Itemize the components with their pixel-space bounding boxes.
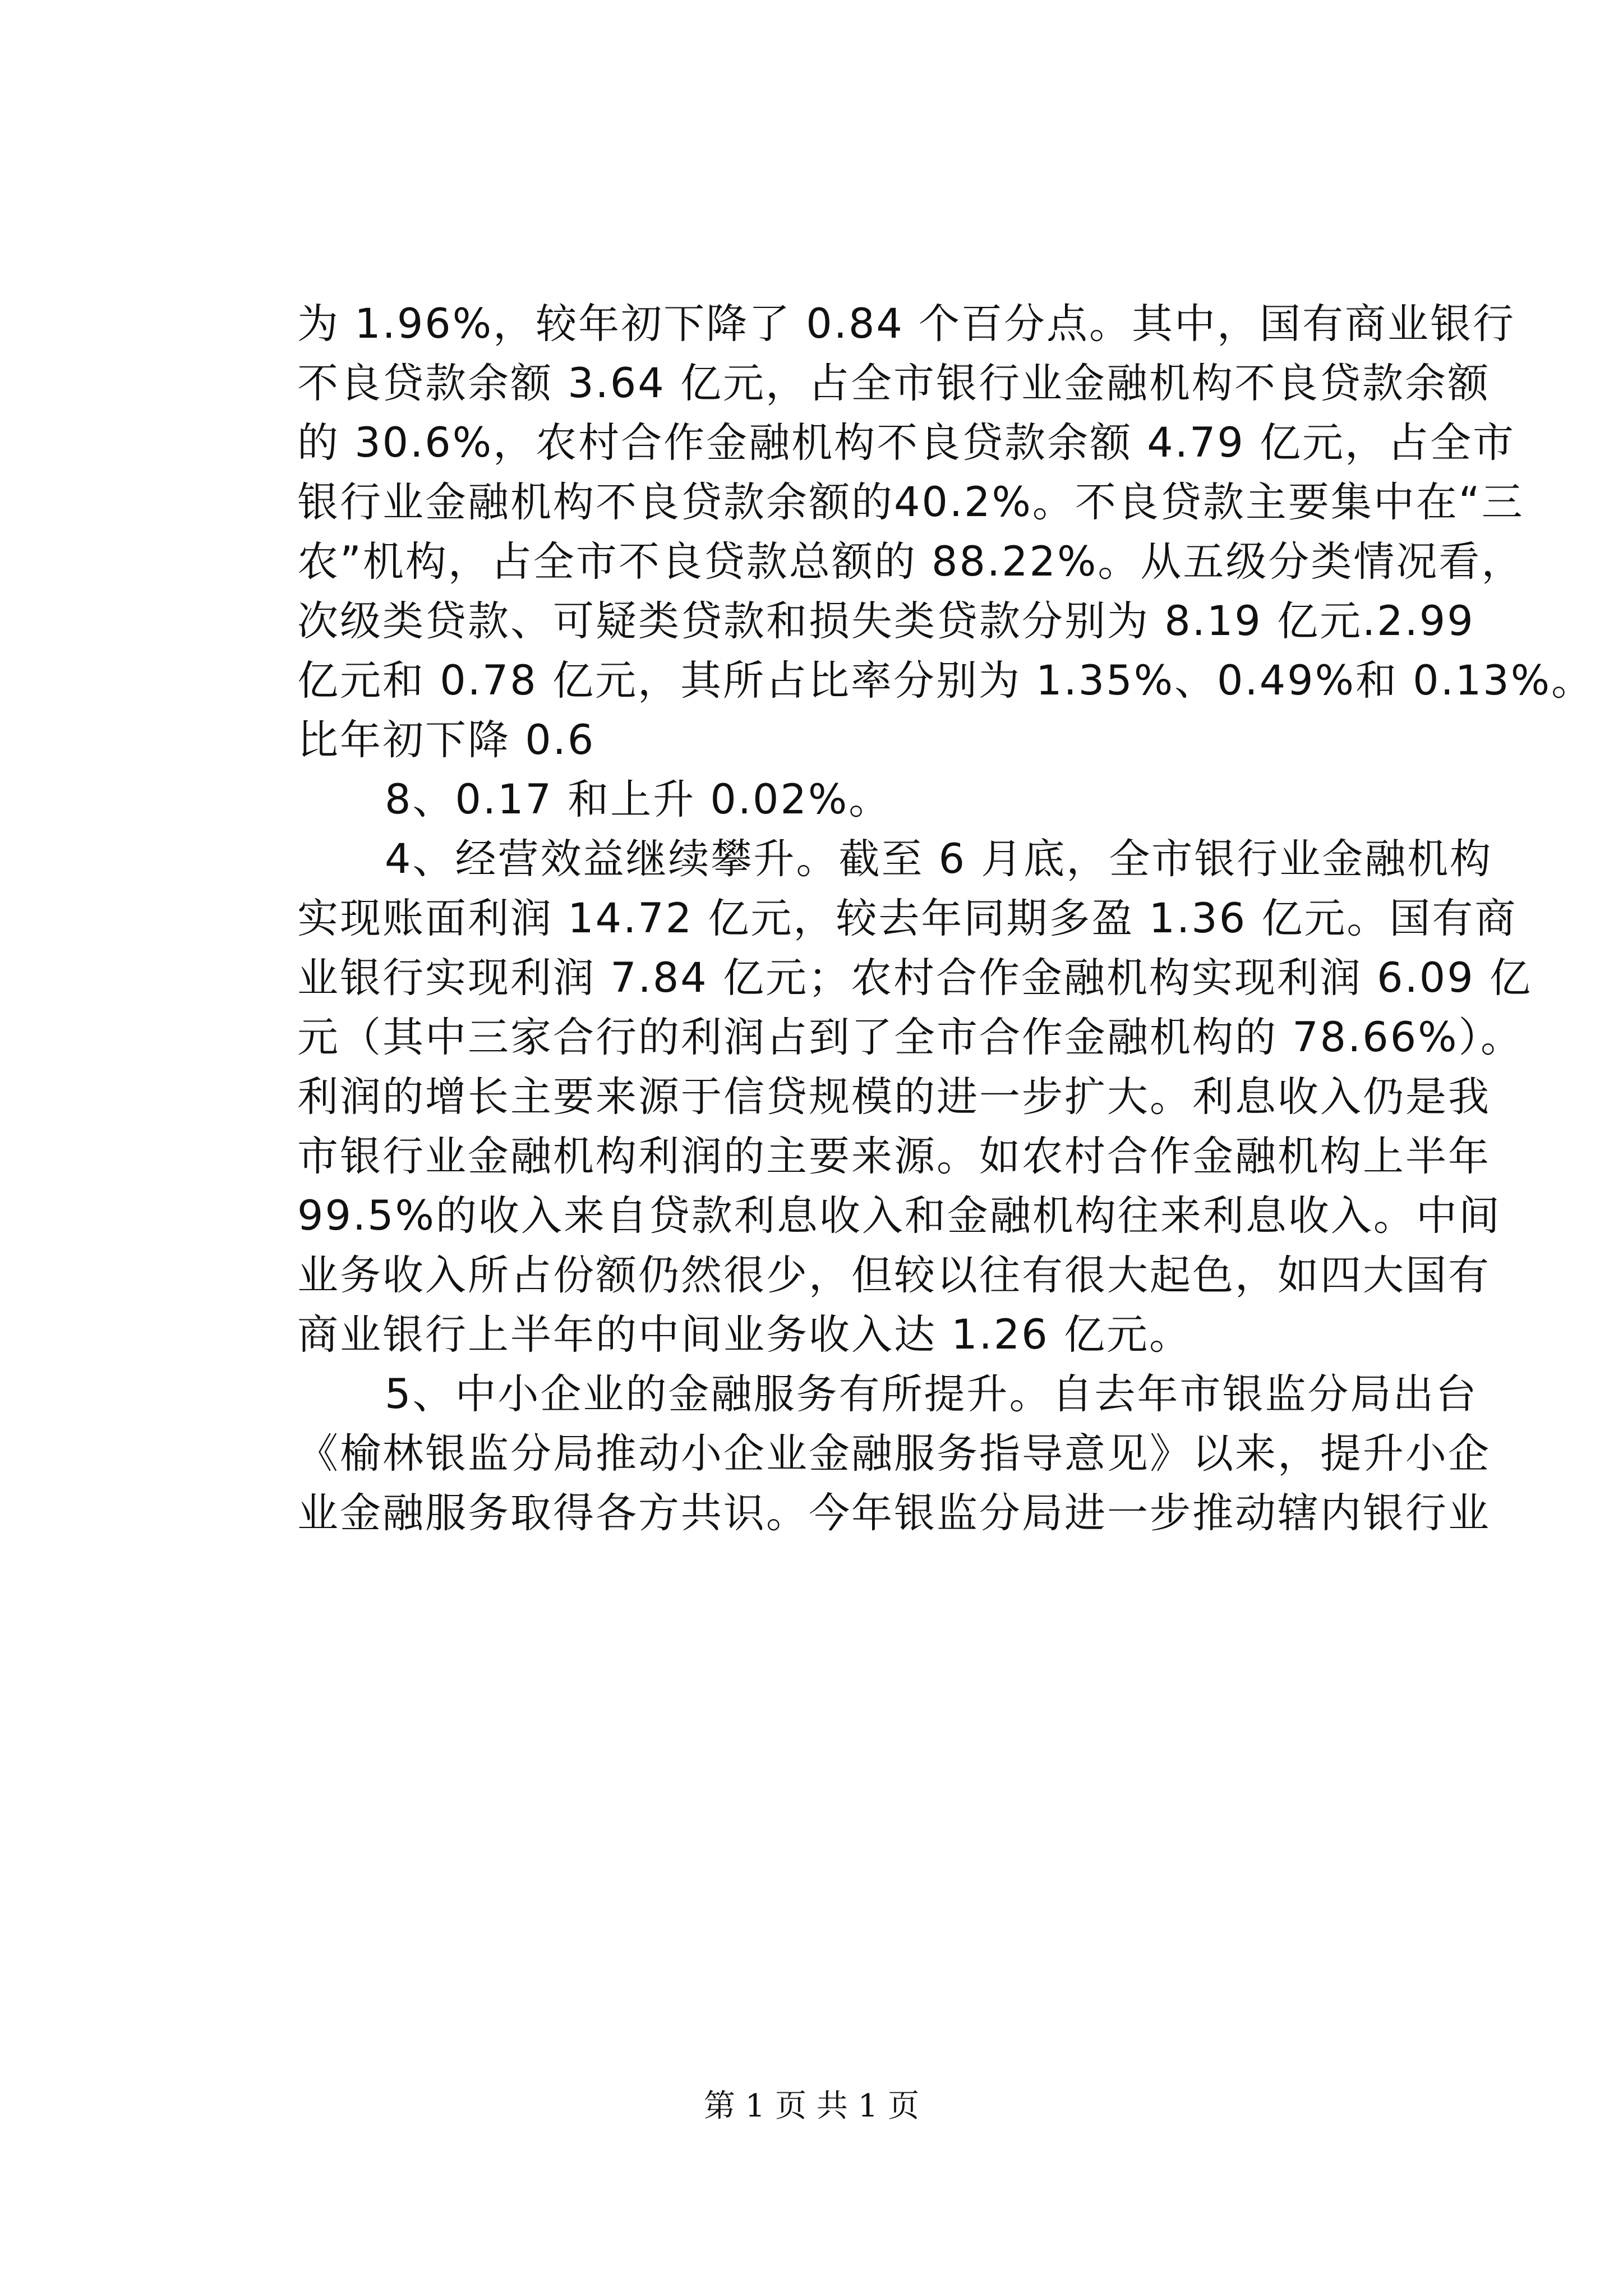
text-line: 次级类贷款、可疑类贷款和损失类贷款分别为 8.19 亿元.2.99 — [297, 597, 1475, 645]
text-line: 8、0.17 和上升 0.02%。 — [385, 776, 892, 823]
text-line: 业务收入所占份额仍然很少，但较以往有很大起色，如四大国有 — [297, 1251, 1491, 1299]
text-line: 业金融服务取得各方共识。今年银监分局进一步推动辖内银行业 — [297, 1489, 1491, 1537]
text-line: 不良贷款余额 3.64 亿元，占全市银行业金融机构不良贷款余额 — [297, 360, 1490, 407]
text-line: 利润的增长主要来源于信贷规模的进一步扩大。利息收入仍是我 — [297, 1073, 1491, 1121]
text-line: 银行业金融机构不良贷款余额的40.2%。不良贷款主要集中在“三 — [297, 478, 1524, 526]
text-line: 市银行业金融机构利润的主要来源。如农村合作金融机构上半年 — [297, 1133, 1491, 1180]
text-line: 业银行实现利润 7.84 亿元；农村合作金融机构实现利润 6.09 亿 — [297, 954, 1532, 1002]
text-line: 亿元和 0.78 亿元，其所占比率分别为 1.35%、0.49%和 0.13%。 — [297, 657, 1594, 705]
text-line: 比年初下降 0.6 — [297, 716, 596, 764]
text-line: 的 30.6%，农村合作金融机构不良贷款余额 4.79 亿元，占全市 — [297, 419, 1516, 467]
page-footer: 第 1 页 共 1 页 — [703, 2088, 920, 2124]
text-line: 商业银行上半年的中间业务收入达 1.26 亿元。 — [297, 1311, 1192, 1359]
text-line: 《榆林银监分局推动小企业金融服务指导意见》以来，提升小企 — [297, 1430, 1491, 1478]
document-body — [297, 295, 1594, 1543]
text-line: 元（其中三家合行的利润占到了全市合作金融机构的 78.66%）。 — [297, 1014, 1524, 1061]
text-line: 为 1.96%，较年初下降了 0.84 个百分点。其中，国有商业银行 — [297, 300, 1516, 348]
text-line: 5、中小企业的金融服务有所提升。自去年市银监分局出台 — [385, 1370, 1478, 1418]
text-line: 实现账面利润 14.72 亿元，较去年同期多盈 1.36 亿元。国有商 — [297, 895, 1518, 942]
text-line: 农”机构，占全市不良贷款总额的 88.22%。从五级分类情况看， — [297, 538, 1524, 586]
text-line: 4、经营效益继续攀升。截至 6 月底，全市银行业金融机构 — [385, 835, 1493, 883]
text-line: 99.5%的收入来自贷款利息收入和金融机构往来利息收入。中间 — [297, 1192, 1501, 1240]
